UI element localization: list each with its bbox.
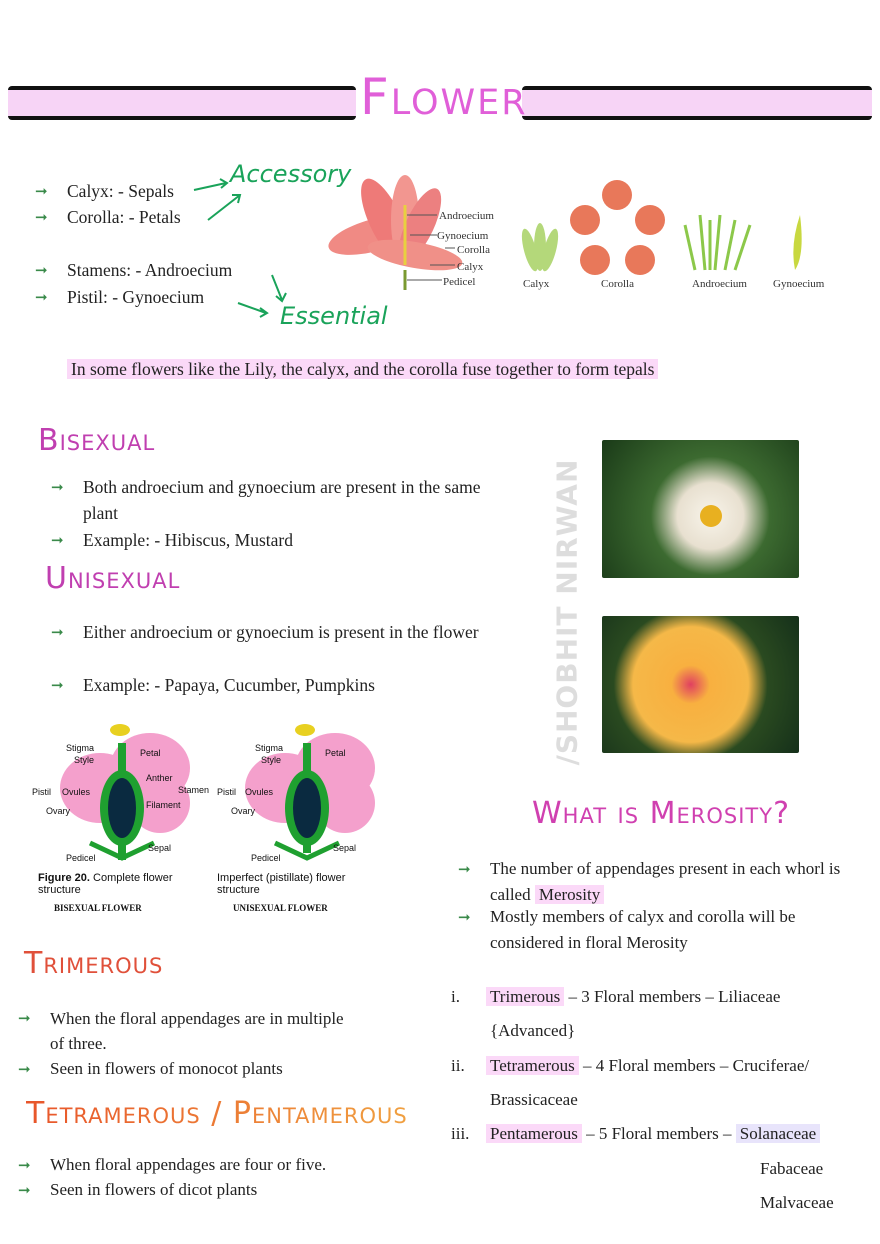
list-item: ➞ When the floral appendages are in multiple of three. [50,1006,350,1056]
list-item: ➞ Either androecium or gynoecium is present in the flower [83,619,523,645]
label-calyx-part: Calyx [523,278,550,290]
list-item: ➞ Mostly members of calyx and corolla will be considered in floral Merosity [490,904,860,956]
arrow-icon: ➞ [18,1060,31,1078]
arrow-icon: ➞ [18,1181,31,1199]
svg-text:Sepal: Sepal [333,843,357,853]
list-item: ➞ Stamens: - Androecium [67,257,232,283]
watermark: /SHOBHIT NIRWAN [550,458,584,766]
unisexual-flower-diagram [217,724,375,863]
papaya-flower-photo [602,440,799,578]
svg-text:Style: Style [261,755,282,765]
calyx-illustration [519,223,562,273]
arrow-icon: ➞ [51,531,64,549]
annotation-arrows [190,175,300,325]
list-item: ➞ Example: - Hibiscus, Mustard [83,527,293,553]
arrow-icon: ➞ [458,908,471,926]
heading-trimerous: Trimerous [24,946,164,981]
tepals-note: In some flowers like the Lily, the calyx, and the corolla fuse together to form tepals [67,356,658,382]
annotation-accessory: Accessory [230,160,352,188]
label-calyx: Calyx [457,261,484,273]
list-item: ➞ Both androecium and gynoecium are present in the same plant [83,474,503,526]
list-item: ➞ Example: - Papaya, Cucumber, Pumpkins [83,672,375,698]
androecium-illustration [685,215,750,270]
svg-text:Ovary: Ovary [231,806,256,816]
arrow-icon: ➞ [18,1156,31,1174]
label-corolla: Corolla [457,244,490,256]
list-item: ➞ The number of appendages present in each whorl is called Merosity [490,856,860,908]
arrow-icon: ➞ [51,676,64,694]
heading-tetramerous-pentamerous: Tetramerous / Pentamerous [26,1096,408,1131]
page: Flower ➞ Calyx: - Sepals ➞ Corolla: - Petals ➞ Stamens: - Androecium ➞ Pistil: - Gynoecium Accessory Essential Androecium Gynoecium Corolla Calyx Pedicel Calyx Corolla Androecium Gynoecium In some flowers like the Lily, the calyx, and the corolla fuse together to form tepals Bisexual ➞ Both androecium and gynoecium are present in the same plant ➞ Example: - Hibiscus, Mustard Unisexual ➞ Either androecium or gynoecium is present in the flower ➞ Example: - Papaya, Cucumber, Pumpkins /SHOBHIT NIRWAN Stigma Style Petal Anther Stamen Pistil Ovules Filament Ovary Sepal Pedicel Stigma Style Petal Pistil Ovules Ovary Sepal Pedicel Figure 20. Complete flower structure Imperfect (pistillate) flower structure BISEXUAL FLOWER UNISEXUAL FLOWER What is Merosity? ➞ The number of appendages present in each whorl is called Merosity ➞ Mostly members of calyx and corolla will be considered in floral Merosity i. Trimerous – 3 Floral members – Liliaceae {Advanced} ii. Tetramerous – 4 Floral members – Cruciferae/ Brassicaceae iii. Pentamerous – 5 Floral members – Solanaceae Fabaceae Malvaceae Trimerous ➞ When the floral appendages are in multiple of three. ➞ Seen in flowers of monocot plants Tetramerous / Pentamerous ➞ When floral appendages are four or five. ➞ Seen in flowers of dicot plants [0,0,880,1244]
arrow-icon: ➞ [35,288,48,306]
arrow-icon: ➞ [18,1009,31,1027]
arrow-icon: ➞ [51,623,64,641]
label-pedicel: Pedicel [443,276,476,288]
svg-text:Pedicel: Pedicel [251,853,281,863]
arrow-icon: ➞ [35,182,48,200]
gynoecium-illustration [793,215,801,270]
flower-parts-diagram [315,175,845,295]
merosity-list-item: iii. [451,1124,470,1143]
corolla-illustration [570,180,665,275]
list-item: ➞ Pistil: - Gynoecium [67,284,204,310]
list-item: ➞ Seen in flowers of monocot plants [50,1056,283,1082]
figure-caption-unisexual: Imperfect (pistillate) flower structure [217,872,346,896]
svg-text:Stamen: Stamen [178,785,210,795]
annotation-essential: Essential [280,302,388,330]
svg-text:Ovary: Ovary [46,806,71,816]
label-androecium-part: Androecium [692,278,747,290]
title-bar-left [8,86,356,120]
label-gynoecium: Gynoecium [437,230,489,242]
list-item: ➞ When floral appendages are four or five. [50,1152,326,1178]
svg-text:Ovules: Ovules [245,787,274,797]
arrow-icon: ➞ [35,208,48,226]
title-bar-right [522,86,872,120]
heading-bisexual: Bisexual [38,423,156,458]
svg-text:Ovules: Ovules [62,787,91,797]
list-item: ➞ Calyx: - Sepals [67,178,174,204]
svg-text:Anther: Anther [146,773,173,783]
svg-text:Pistil: Pistil [32,787,52,797]
svg-text:Pistil: Pistil [217,787,237,797]
list-item: ➞ Corolla: - Petals [67,204,181,230]
page-title: Flower [360,68,528,126]
bisexual-flower-diagram [32,724,209,863]
hibiscus-flower-photo [602,616,799,753]
heading-merosity: What is Merosity? [532,796,790,831]
svg-text:Stigma: Stigma [66,743,95,753]
list-item: ➞ Seen in flowers of dicot plants [50,1177,257,1203]
svg-text:Filament: Filament [146,800,181,810]
figure-caption-bisexual: Figure 20. Complete flower structure [38,872,173,896]
label-gynoecium-part: Gynoecium [773,278,825,290]
svg-text:Sepal: Sepal [148,843,172,853]
figure-name-bisexual: BISEXUAL FLOWER [54,903,142,913]
svg-text:Pedicel: Pedicel [66,853,96,863]
merosity-list-item: i. [451,987,460,1006]
flower-structure-figure [30,718,380,868]
svg-text:Petal: Petal [325,748,346,758]
arrow-icon: ➞ [35,261,48,279]
figure-name-unisexual: UNISEXUAL FLOWER [233,903,328,913]
merosity-list-item: ii. [451,1056,465,1075]
svg-text:Stigma: Stigma [255,743,284,753]
heading-unisexual: Unisexual [45,561,181,596]
arrow-icon: ➞ [51,478,64,496]
svg-text:Petal: Petal [140,748,161,758]
arrow-icon: ➞ [458,860,471,878]
svg-text:Style: Style [74,755,95,765]
label-androecium: Androecium [439,210,494,222]
label-corolla-part: Corolla [601,278,634,290]
